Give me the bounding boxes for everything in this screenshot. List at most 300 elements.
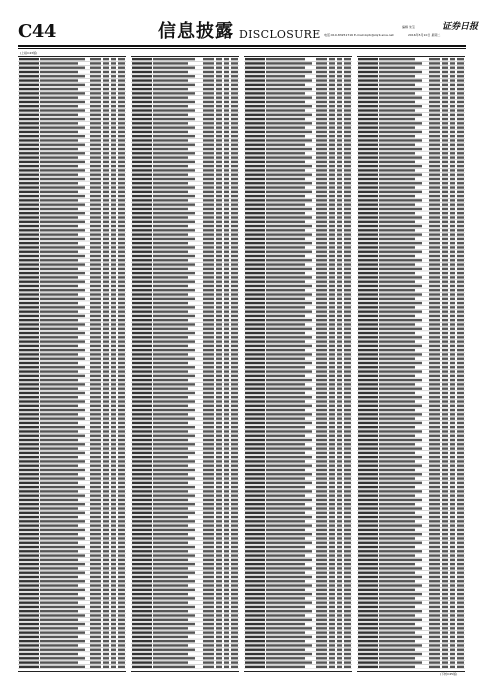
table-cell-text (231, 221, 238, 223)
table-cell-text (450, 302, 455, 304)
table-cell-text (266, 563, 305, 565)
table-cell-text (316, 182, 327, 184)
table-cell-text (231, 203, 238, 205)
table-cell-text (203, 340, 214, 342)
table-cell-text (442, 298, 448, 300)
table-cell-text (118, 306, 125, 308)
table-cell-text (337, 387, 342, 389)
table-cell-text (103, 251, 109, 253)
table-cell-text (90, 610, 101, 612)
table-cell-text (40, 494, 85, 496)
table-cell-text (19, 242, 39, 244)
table-cell-text (266, 644, 312, 646)
table-cell-text (231, 593, 238, 595)
table-cell-text (457, 225, 464, 227)
table-cell-text (132, 379, 152, 381)
table-cell-text (266, 58, 305, 60)
table-cell-text (358, 546, 378, 548)
table-cell-text (19, 490, 39, 492)
table-cell-text (344, 319, 351, 321)
table-cell-text (337, 614, 342, 616)
table-cell-text (224, 559, 229, 561)
table-cell-text (224, 447, 229, 449)
table-cell-text (111, 105, 116, 107)
table-cell-text (118, 456, 125, 458)
table-cell-text (132, 460, 152, 462)
table-cell-text (40, 623, 85, 625)
table-cell-text (245, 627, 265, 629)
table-cell-text (329, 559, 335, 561)
table-cell-text (450, 606, 455, 608)
table-cell-text (118, 199, 125, 201)
table-cell-text (111, 353, 116, 355)
table-cell-text (111, 139, 116, 141)
table-cell-text (344, 375, 351, 377)
table-cell-text (457, 144, 464, 146)
table-cell-text (245, 169, 265, 171)
table-cell-text (118, 84, 125, 86)
table-cell-text (358, 494, 378, 496)
table-cell-text (19, 430, 39, 432)
table-cell-text (103, 546, 109, 548)
table-cell-text (19, 661, 39, 663)
table-cell-text (329, 216, 335, 218)
table-cell-text (429, 499, 440, 501)
table-cell-text (429, 657, 440, 659)
table-cell-text (216, 443, 222, 445)
table-cell-text (266, 576, 312, 578)
table-cell-text (442, 413, 448, 415)
table-cell-text (337, 178, 342, 180)
table-cell-text (111, 71, 116, 73)
table-cell-text (216, 392, 222, 394)
table-cell-text (153, 88, 188, 90)
table-cell-text (111, 435, 116, 437)
table-cell-text (224, 614, 229, 616)
table-cell-text (379, 409, 415, 411)
table-cell-text (429, 542, 440, 544)
table-cell-text (111, 79, 116, 81)
table-cell-text (111, 195, 116, 197)
table-cell-text (379, 216, 422, 218)
table-cell-text (316, 636, 327, 638)
table-cell-text (90, 477, 101, 479)
table-cell-text (358, 191, 378, 193)
table-cell-text (19, 139, 39, 141)
table-cell-text (103, 169, 109, 171)
table-cell-text (442, 336, 448, 338)
table-cell-text (457, 293, 464, 295)
table-cell-text (337, 255, 342, 257)
table-cell-text (245, 499, 265, 501)
table-cell-text (442, 144, 448, 146)
table-cell-text (153, 242, 188, 244)
table-cell-text (90, 636, 101, 638)
table-cell-text (231, 289, 238, 291)
table-cell-text (103, 144, 109, 146)
table-cell-text (40, 606, 85, 608)
table-cell-text (111, 452, 116, 454)
table-cell-text (132, 88, 152, 90)
table-cell-text (457, 580, 464, 582)
table-cell-text (337, 216, 342, 218)
table-cell-text (224, 306, 229, 308)
table-cell-text (337, 92, 342, 94)
table-cell-text (118, 75, 125, 77)
table-cell-text (344, 79, 351, 81)
table-cell-text (358, 661, 378, 663)
table-cell-text (337, 225, 342, 227)
table-cell-text (118, 563, 125, 565)
table-cell-text (266, 139, 312, 141)
table-cell-text (19, 280, 39, 282)
table-cell-text (231, 238, 238, 240)
table-cell-text (266, 379, 312, 381)
table-cell-text (266, 306, 305, 308)
table-cell-text (316, 285, 327, 287)
table-cell-text (337, 144, 342, 146)
table-cell-text (457, 512, 464, 514)
table-cell-text (337, 606, 342, 608)
table-cell-text (457, 178, 464, 180)
table-cell-text (103, 212, 109, 214)
table-cell-text (19, 229, 39, 231)
table-cell-text (337, 422, 342, 424)
table-cell-text (344, 529, 351, 531)
table-cell-text (231, 576, 238, 578)
table-cell-text (132, 661, 152, 663)
table-cell-text (329, 623, 335, 625)
table-cell-text (329, 75, 335, 77)
table-cell-text (442, 88, 448, 90)
table-cell-text (40, 507, 78, 509)
table-cell-text (450, 225, 455, 227)
table-cell-text (111, 379, 116, 381)
table-cell-text (457, 332, 464, 334)
table-cell-text (337, 644, 342, 646)
table-cell-text (316, 507, 327, 509)
table-cell-text (132, 554, 152, 556)
table-cell-text (118, 503, 125, 505)
table-cell-text (216, 105, 222, 107)
table-cell-text (231, 293, 238, 295)
table-cell-text (90, 597, 101, 599)
table-cell-text (216, 623, 222, 625)
table-cell-text (379, 636, 422, 638)
table-cell-text (224, 135, 229, 137)
table-cell-text (103, 392, 109, 394)
table-cell-text (457, 298, 464, 300)
table-cell-text (457, 306, 464, 308)
table-cell-text (429, 482, 440, 484)
table-cell-text (118, 298, 125, 300)
table-cell-text (344, 580, 351, 582)
table-cell-text (358, 430, 378, 432)
table-cell-text (316, 276, 327, 278)
table-cell-text (429, 293, 440, 295)
table-cell-text (429, 242, 440, 244)
table-cell-text (216, 631, 222, 633)
table-cell-text (457, 503, 464, 505)
table-cell-text (224, 554, 229, 556)
table-cell-text (344, 490, 351, 492)
table-cell-text (203, 584, 214, 586)
table-cell-text (231, 131, 238, 133)
table-cell-text (450, 503, 455, 505)
table-cell-text (442, 349, 448, 351)
table-cell-text (245, 426, 265, 428)
table-cell-text (457, 58, 464, 60)
table-cell-text (203, 452, 214, 454)
table-cell-text (40, 310, 78, 312)
table-cell-text (344, 272, 351, 274)
table-cell-text (450, 379, 455, 381)
table-cell-text (329, 118, 335, 120)
table-cell-text (216, 529, 222, 531)
table-cell-text (153, 546, 195, 548)
table-cell-text (224, 349, 229, 351)
table-cell-text (103, 203, 109, 205)
table-cell-text (153, 251, 188, 253)
table-cell-text (379, 156, 422, 158)
table-cell-text (90, 336, 101, 338)
table-cell-text (111, 165, 116, 167)
table-cell-text (153, 122, 188, 124)
table-cell-text (245, 439, 265, 441)
table-cell-text (337, 601, 342, 603)
table-cell-text (379, 422, 422, 424)
table-cell-text (316, 242, 327, 244)
table-cell-text (245, 216, 265, 218)
table-cell-text (450, 178, 455, 180)
table-cell-text (245, 572, 265, 574)
table-cell-text (344, 572, 351, 574)
table-cell-text (329, 413, 335, 415)
table-cell-text (103, 439, 109, 441)
table-cell-text (266, 84, 305, 86)
table-cell-text (111, 362, 116, 364)
table-cell-text (231, 152, 238, 154)
table-cell-text (90, 494, 101, 496)
table-cell-text (216, 199, 222, 201)
table-cell-text (337, 242, 342, 244)
table-cell-text (266, 597, 305, 599)
table-cell-text (457, 310, 464, 312)
table-cell-text (111, 152, 116, 154)
table-cell-text (329, 627, 335, 629)
table-cell-text (442, 165, 448, 167)
table-cell-text (118, 409, 125, 411)
table-cell-text (19, 216, 39, 218)
table-cell-text (358, 96, 378, 98)
table-cell-text (216, 614, 222, 616)
table-cell-text (429, 520, 440, 522)
table-cell-text (329, 447, 335, 449)
table-cell-text (379, 644, 422, 646)
table-cell-text (358, 636, 378, 638)
table-cell-text (111, 657, 116, 659)
table-cell-text (457, 554, 464, 556)
table-cell-text (457, 114, 464, 116)
table-cell-text (203, 92, 214, 94)
table-cell-text (103, 332, 109, 334)
table-cell-text (316, 96, 327, 98)
table-cell-text (111, 62, 116, 64)
table-cell-text (90, 379, 101, 381)
table-cell-text (153, 387, 188, 389)
table-cell-text (90, 606, 101, 608)
table-cell-text (216, 439, 222, 441)
table-cell-text (40, 203, 85, 205)
table-cell-text (429, 67, 440, 69)
table-cell-text (40, 178, 85, 180)
table-cell-text (132, 426, 152, 428)
table-cell-text (429, 84, 440, 86)
table-cell-text (90, 199, 101, 201)
table-cell-text (153, 71, 188, 73)
table-cell-text (40, 473, 78, 475)
table-cell-text (40, 516, 78, 518)
table-cell-text (245, 306, 265, 308)
table-cell-text (224, 619, 229, 621)
table-cell-text (224, 216, 229, 218)
table-cell-text (103, 486, 109, 488)
table-cell-text (40, 392, 85, 394)
table-cell-text (19, 67, 39, 69)
table-cell-text (442, 199, 448, 201)
table-cell-text (40, 293, 78, 295)
table-cell-text (450, 460, 455, 462)
table-cell-text (457, 79, 464, 81)
table-cell-text (450, 255, 455, 257)
table-cell-text (111, 572, 116, 574)
table-cell-text (450, 71, 455, 73)
table-cell-text (231, 631, 238, 633)
table-cell-text (216, 165, 222, 167)
table-cell-text (429, 144, 440, 146)
table-cell-text (358, 477, 378, 479)
table-cell-text (358, 614, 378, 616)
table-cell-text (90, 71, 101, 73)
table-cell-text (216, 520, 222, 522)
table-cell-text (442, 529, 448, 531)
table-cell-text (245, 62, 265, 64)
table-cell-text (316, 516, 327, 518)
table-cell-text (111, 576, 116, 578)
table-cell-text (344, 576, 351, 578)
table-cell-text (358, 114, 378, 116)
table-cell-text (358, 584, 378, 586)
table-cell-text (457, 323, 464, 325)
table-cell-text (231, 649, 238, 651)
table-cell-text (316, 310, 327, 312)
table-cell-text (40, 379, 78, 381)
table-cell-text (90, 542, 101, 544)
table-cell-text (224, 499, 229, 501)
table-cell-text (216, 156, 222, 158)
table-cell-text (203, 473, 214, 475)
table-cell-text (231, 473, 238, 475)
section-subtitle: DISCLOSURE (239, 28, 321, 41)
table-cell-text (90, 422, 101, 424)
table-cell-text (266, 606, 305, 608)
table-cell-text (442, 259, 448, 261)
table-cell-text (132, 456, 152, 458)
table-cell-text (316, 88, 327, 90)
table-cell-text (442, 456, 448, 458)
table-cell-text (103, 105, 109, 107)
table-cell-text (379, 657, 415, 659)
table-cell-text (450, 447, 455, 449)
table-cell-text (40, 336, 78, 338)
table-cell-text (442, 353, 448, 355)
table-cell-text (132, 315, 152, 317)
table-cell-text (118, 349, 125, 351)
table-cell-text (245, 345, 265, 347)
table-cell-text (118, 559, 125, 561)
table-cell-text (379, 186, 415, 188)
section-title: 信息披露 (158, 21, 234, 42)
table-cell-text (379, 614, 415, 616)
table-cell-text (103, 422, 109, 424)
table-cell-text (337, 653, 342, 655)
table-cell-text (19, 396, 39, 398)
table-cell-text (19, 486, 39, 488)
table-cell-text (103, 379, 109, 381)
table-cell-text (442, 84, 448, 86)
table-cell-text (216, 358, 222, 360)
table-cell-text (231, 199, 238, 201)
table-cell-text (329, 512, 335, 514)
table-cell-text (111, 520, 116, 522)
table-cell-text (442, 323, 448, 325)
table-cell-text (245, 135, 265, 137)
table-cell-text (450, 465, 455, 467)
table-cell-text (153, 516, 188, 518)
table-cell-text (111, 358, 116, 360)
table-cell-text (90, 375, 101, 377)
table-cell-text (216, 88, 222, 90)
table-cell-text (153, 276, 188, 278)
table-cell-text (457, 161, 464, 163)
table-cell-text (337, 105, 342, 107)
table-cell-text (266, 387, 312, 389)
table-cell-text (316, 345, 327, 347)
table-cell-text (337, 289, 342, 291)
table-cell-text (19, 644, 39, 646)
table-cell-text (442, 589, 448, 591)
table-cell-text (266, 430, 312, 432)
table-cell-text (90, 139, 101, 141)
table-cell-text (329, 310, 335, 312)
table-cell-text (103, 67, 109, 69)
table-cell-text (429, 336, 440, 338)
table-cell-text (344, 542, 351, 544)
table-cell-text (457, 268, 464, 270)
table-cell-text (153, 392, 195, 394)
table-cell-text (132, 524, 152, 526)
table-cell-text (132, 422, 152, 424)
table-cell-text (329, 208, 335, 210)
table-cell-text (344, 289, 351, 291)
table-cell-text (216, 328, 222, 330)
table-cell-text (203, 229, 214, 231)
table-cell-text (103, 118, 109, 120)
table-cell-text (153, 512, 195, 514)
table-cell-text (429, 546, 440, 548)
table-cell-text (266, 195, 305, 197)
table-cell-text (457, 644, 464, 646)
